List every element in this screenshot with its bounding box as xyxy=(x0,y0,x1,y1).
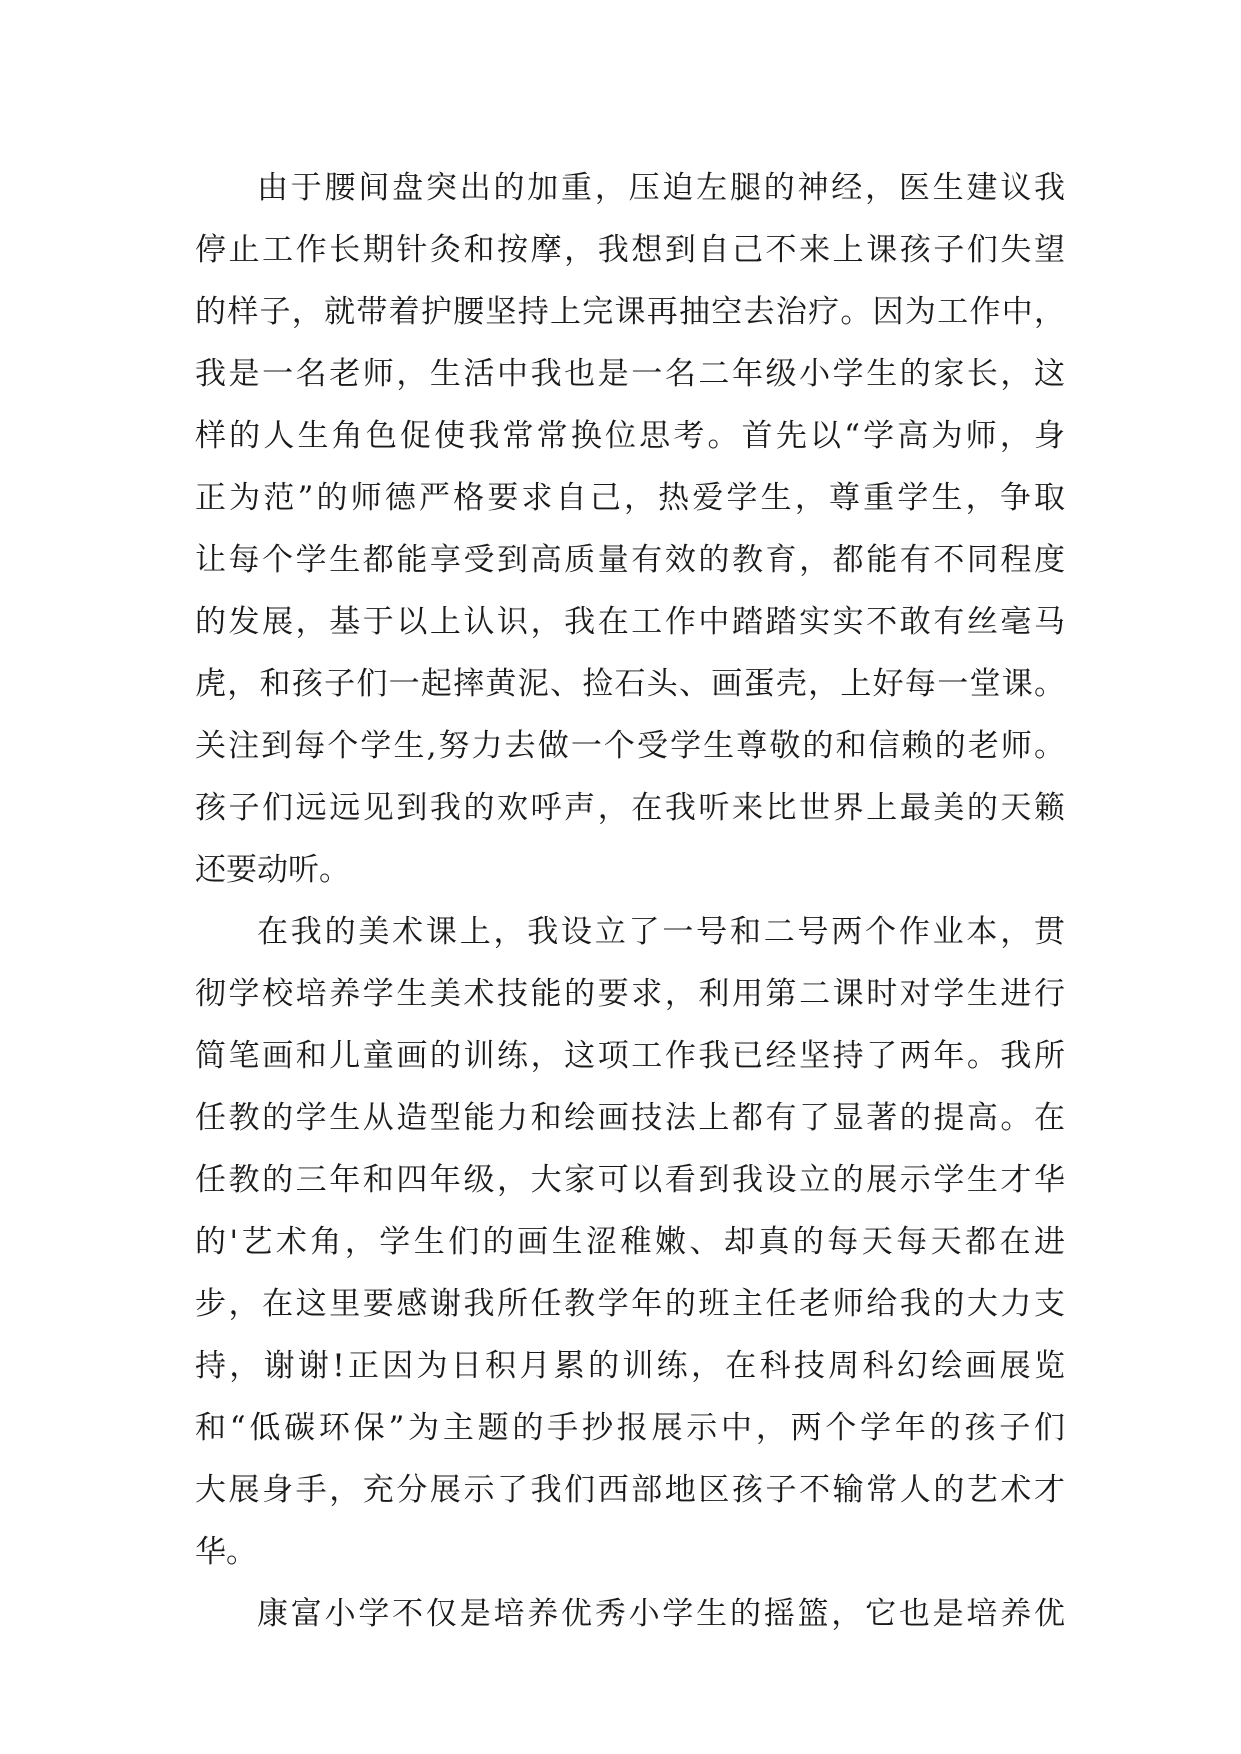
text-line: 的样子，就带着护腰坚持上完课再抽空去治疗。因为工作中， xyxy=(195,294,1065,330)
text-line: 华。 xyxy=(195,1534,257,1570)
text-line: 的'艺术角，学生们的画生涩稚嫩、却真的每天每天都在进 xyxy=(195,1224,1065,1260)
text-line: 任教的学生从造型能力和绘画技法上都有了显著的提高。在 xyxy=(195,1100,1065,1136)
paragraph xyxy=(195,157,1065,901)
paragraph xyxy=(195,1583,1065,1645)
text-line: 还要动听。 xyxy=(195,852,350,888)
text-line: 虎，和孩子们一起摔黄泥、捡石头、画蛋壳，上好每一堂课。 xyxy=(195,666,1065,702)
text-line: 的发展，基于以上认识，我在工作中踏踏实实不敢有丝毫马 xyxy=(195,604,1065,640)
text-line: 任教的三年和四年级，大家可以看到我设立的展示学生才华 xyxy=(195,1162,1065,1198)
text-line: 样的人生角色促使我常常换位思考。首先以“学高为师，身 xyxy=(195,418,1065,454)
text-line: 孩子们远远见到我的欢呼声，在我听来比世界上最美的天籁 xyxy=(195,790,1065,826)
text-line: 简笔画和儿童画的训练，这项工作我已经坚持了两年。我所 xyxy=(195,1038,1065,1074)
text-line: 我是一名老师，生活中我也是一名二年级小学生的家长，这 xyxy=(195,356,1065,392)
text-line: 在我的美术课上，我设立了一号和二号两个作业本，贯 xyxy=(257,914,1065,950)
text-line: 彻学校培养学生美术技能的要求，利用第二课时对学生进行 xyxy=(195,976,1065,1012)
text-line: 让每个学生都能享受到高质量有效的教育，都能有不同程度 xyxy=(195,542,1065,578)
text-line: 正为范”的师德严格要求自己，热爱学生，尊重学生，争取 xyxy=(195,480,1065,516)
text-line: 和“低碳环保”为主题的手抄报展示中，两个学年的孩子们 xyxy=(195,1410,1065,1446)
paragraph xyxy=(195,901,1065,1583)
body-text xyxy=(195,157,1065,1645)
text-line: 由于腰间盘突出的加重，压迫左腿的神经，医生建议我 xyxy=(257,170,1065,206)
text-line: 康富小学不仅是培养优秀小学生的摇篮，它也是培养优 xyxy=(257,1596,1065,1632)
text-line: 持，谢谢!正因为日积月累的训练，在科技周科幻绘画展览 xyxy=(195,1348,1065,1384)
text-line: 步，在这里要感谢我所任教学年的班主任老师给我的大力支 xyxy=(195,1286,1065,1322)
text-line: 停止工作长期针灸和按摩，我想到自己不来上课孩子们失望 xyxy=(195,232,1065,268)
text-line: 关注到每个学生,努力去做一个受学生尊敬的和信赖的老师。 xyxy=(195,728,1065,764)
text-line: 大展身手，充分展示了我们西部地区孩子不输常人的艺术才 xyxy=(195,1472,1065,1508)
